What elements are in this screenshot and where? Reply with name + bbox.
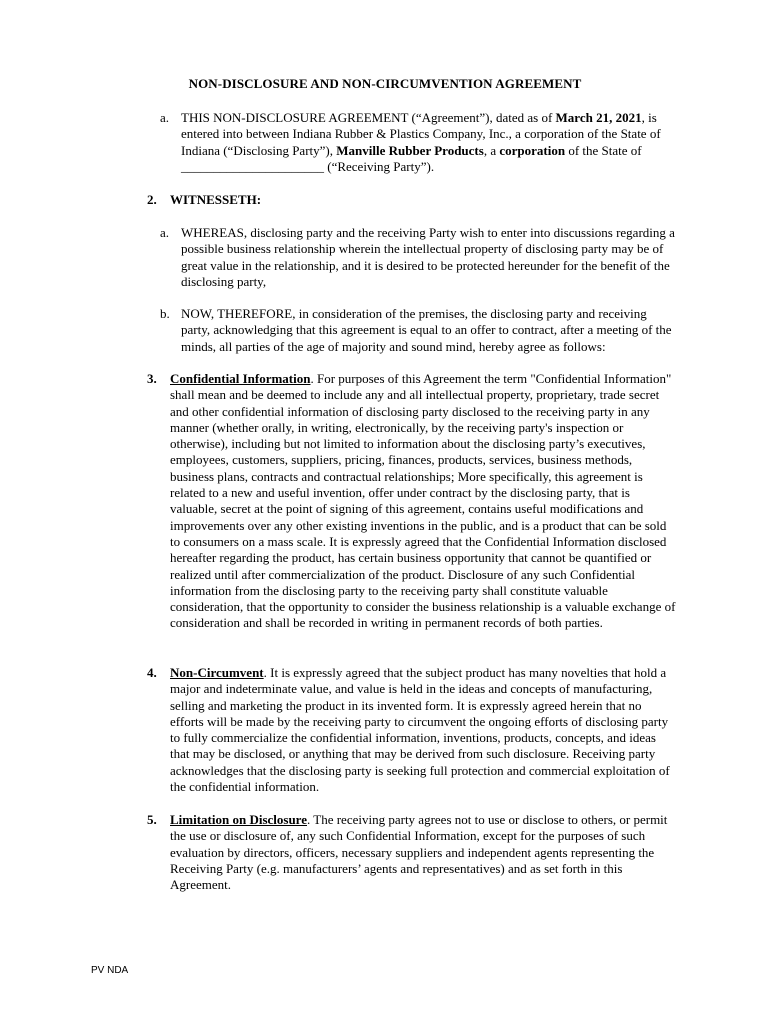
section-3-body: . For purposes of this Agreement the term "Confidential Information" shall mean and be deemed to include any and all intellectual property, proprietary, trade secret and other confidential information of disclosing party disclosed to the receiving party in any manner (whether orally, in writing, electronically, by the receiving party's inspection or otherwise), including but not limited to information about the disclosing party’s executives, employees, customers, suppliers, pricing, finances, products, services, business methods, business plans, contracts and contractual relationships; More specifically, this agreement is related to a new and useful invention, offer under contract by the disclosing party, that is valuable, secret at the point of signing of this agreement, contains useful modifications and improvements over any other existing inventions in the public, and is a product that can be sold to consumers on a mass scale. It is expressly agreed that the Confidential Information disclosed hereafter regarding the product, has certain business opportunity that cannot be quantified or realized until after commercialization of the product. Disclosure of any such Confidential information from the disclosing party to the receiving party shall constitute valuable consideration, that the opportunity to consider the business relationship is a valuable exchange of consideration and shall be recorded in writing in permanent records of both parties.	[170, 371, 676, 631]
section-4-heading: Non-Circumvent	[170, 665, 264, 680]
section-2-heading: WITNESSETH:	[170, 192, 262, 207]
section-4-paragraph	[170, 665, 678, 795]
section-2a-marker: a.	[160, 225, 170, 240]
receiving-party-entity-type: corporation	[499, 142, 566, 158]
section-5-body: . The receiving party agrees not to use or disclose to others, or permit the use or disclosure of, any such Confidential Information, except for the purposes of such evaluation by directors, officers, necessary suppliers and independent agents representing the Receiving Party (e.g. manufacturers’ agents and representatives) and as set forth in this Agreement.	[170, 812, 668, 893]
intro-text-2: , is entered into between Indiana Rubber & Plastics Company, Inc., a corporation of the State of Indiana (“Disclosing Party”),	[181, 110, 661, 158]
section-2b-marker: b.	[160, 306, 170, 321]
section-2-number: 2.	[147, 192, 157, 207]
intro-text-3: , a	[483, 142, 500, 158]
section-4-number: 4.	[147, 665, 157, 680]
page-footer: PV NDA	[91, 965, 129, 976]
section-4-body: . It is expressly agreed that the subject product has many novelties that hold a major and indeterminate value, and value is held in the ideas and concepts of manufacturing, selling and marketing the product in its invented form. It is expressly agreed herein that no efforts will be made by the receiving party to circumvent the ongoing efforts of disclosing party to fully commercialize the confidential information, inventions, products, concepts, and ideas that may be disclosed, or anything that may be derived from such disclosure. Receiving party acknowledges that the disclosing party is seeking full protection and commercial exploitation of the confidential information.	[170, 665, 670, 795]
intro-text-4: of the State of ______________________ (“Receiving Party”).	[181, 142, 642, 174]
section-3-heading: Confidential Information	[170, 371, 311, 386]
intro-paragraph	[181, 110, 679, 175]
section-3-paragraph	[170, 371, 678, 632]
intro-marker: a.	[160, 110, 170, 125]
document-title: NON-DISCLOSURE AND NON-CIRCUMVENTION AGREEMENT	[188, 76, 582, 91]
section-5-paragraph	[170, 812, 678, 893]
intro-text-1: THIS NON-DISCLOSURE AGREEMENT (“Agreement”), dated as of	[181, 110, 556, 125]
section-2b-text: NOW, THEREFORE, in consideration of the premises, the disclosing party and receiving party, acknowledging that this agreement is equal to an offer to contract, after a meeting of the minds, all parties of the age of majority and sound mind, hereby agree as follows:	[181, 306, 672, 354]
receiving-party-name: Manville Rubber Products	[336, 142, 484, 158]
section-2a-text: WHEREAS, disclosing party and the receiving Party wish to enter into discussions regarding a possible business relationship wherein the intellectual property of disclosing party may be of great value in the relationship, and it is desired to be protected hereunder for the benefit of the disclosing party,	[181, 225, 675, 289]
section-5-heading: Limitation on Disclosure	[170, 812, 307, 827]
section-3-number: 3.	[147, 371, 157, 386]
section-5-number: 5.	[147, 812, 157, 827]
agreement-date: March 21, 2021	[555, 110, 642, 125]
